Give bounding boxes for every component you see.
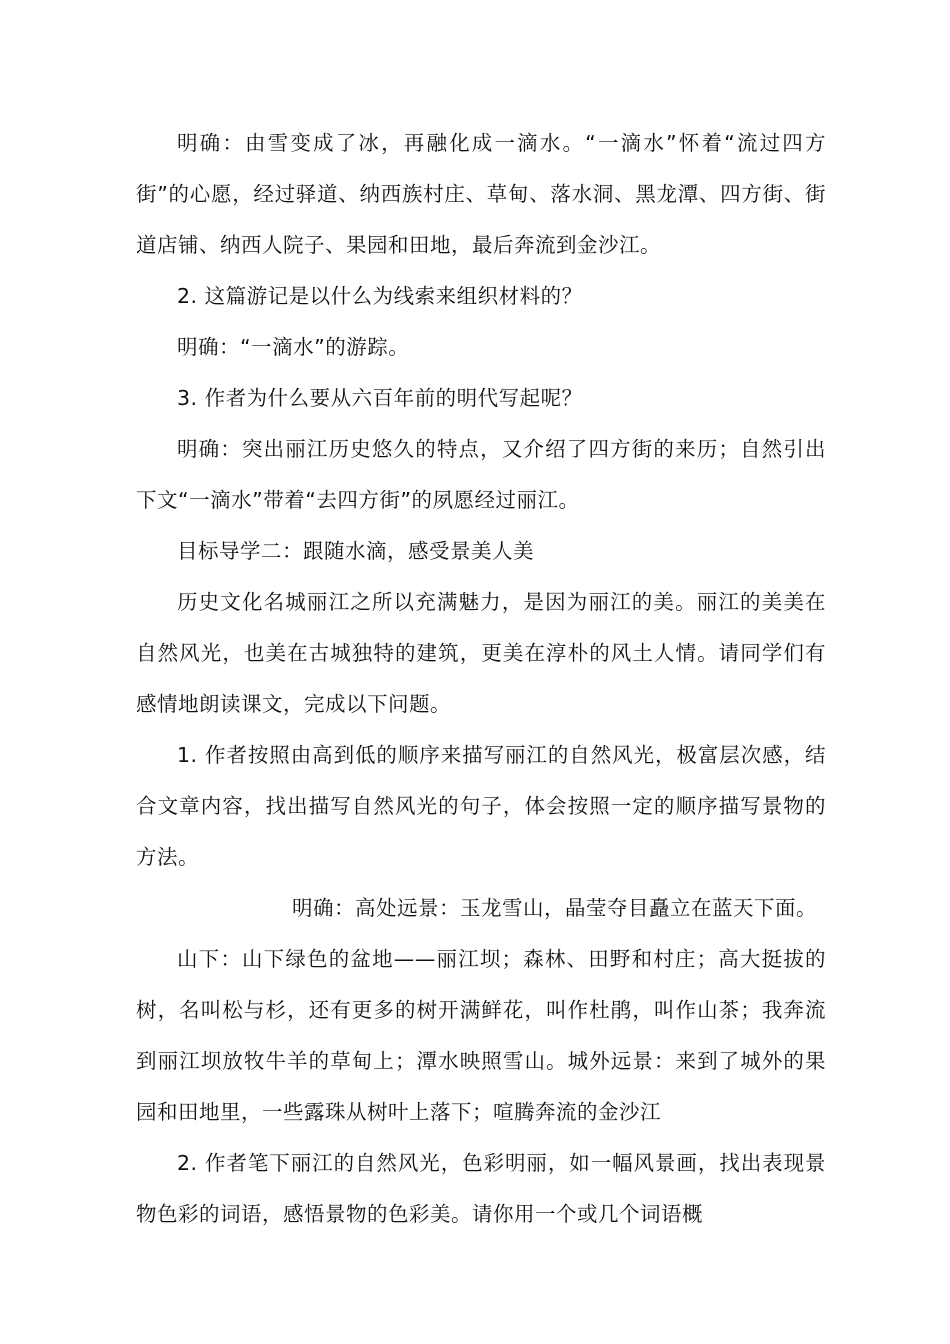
answer-paragraph-water-journey: 明确：由雪变成了冰，再融化成一滴水。“一滴水”怀着“流过四方街”的心愿，经过驿道、纳西族村庄、草甸、落水洞、黑龙潭、四方街、街道店铺、纳西人院子、果园和田地，最后奔流到金沙江。 (136, 131, 826, 257)
question-2-colors: 2. 作者笔下丽江的自然风光，色彩明丽，如一幅风景画，找出表现景物色彩的词语，感悟景物的色彩美。请你用一个或几个词语概 (136, 1151, 826, 1226)
answer-mountain-below: 山下：山下绿色的盆地——丽江坝；森林、田野和村庄；高大挺拔的树，名叫松与杉，还有更多的树开满鲜花，叫作杜鹃，叫作山茶；我奔流到丽江坝放牧牛羊的草甸上；潭水映照雪山。城外远景：来到了城外的果园和田地里，一些露珠从树叶上落下；喧腾奔流的金沙江 (136, 947, 826, 1124)
section-heading-goal-2: 目标导学二：跟随水滴，感受景美人美 (177, 539, 534, 563)
question-2: 2. 这篇游记是以什么为线索来组织材料的？ (177, 284, 583, 308)
document-page (136, 118, 826, 1240)
answer-3: 明确：突出丽江历史悠久的特点，又介绍了四方街的来历；自然引出下文“一滴水”带着“去四方街”的夙愿经过丽江。 (136, 437, 826, 512)
answer-2: 明确：“一滴水”的游踪。 (177, 335, 410, 359)
intro-paragraph: 历史文化名城丽江之所以充满魅力，是因为丽江的美。丽江的美美在自然风光，也美在古城独特的建筑，更美在淳朴的风土人情。请同学们有感情地朗读课文，完成以下问题。 (136, 590, 826, 716)
answer-high-view: 明确：高处远景：玉龙雪山，晶莹夺目矗立在蓝天下面。 (292, 896, 817, 920)
question-1-scenery: 1. 作者按照由高到低的顺序来描写丽江的自然风光，极富层次感，结合文章内容，找出描写自然风光的句子，体会按照一定的顺序描写景物的方法。 (136, 743, 826, 869)
question-3: 3. 作者为什么要从六百年前的明代写起呢？ (177, 386, 583, 410)
